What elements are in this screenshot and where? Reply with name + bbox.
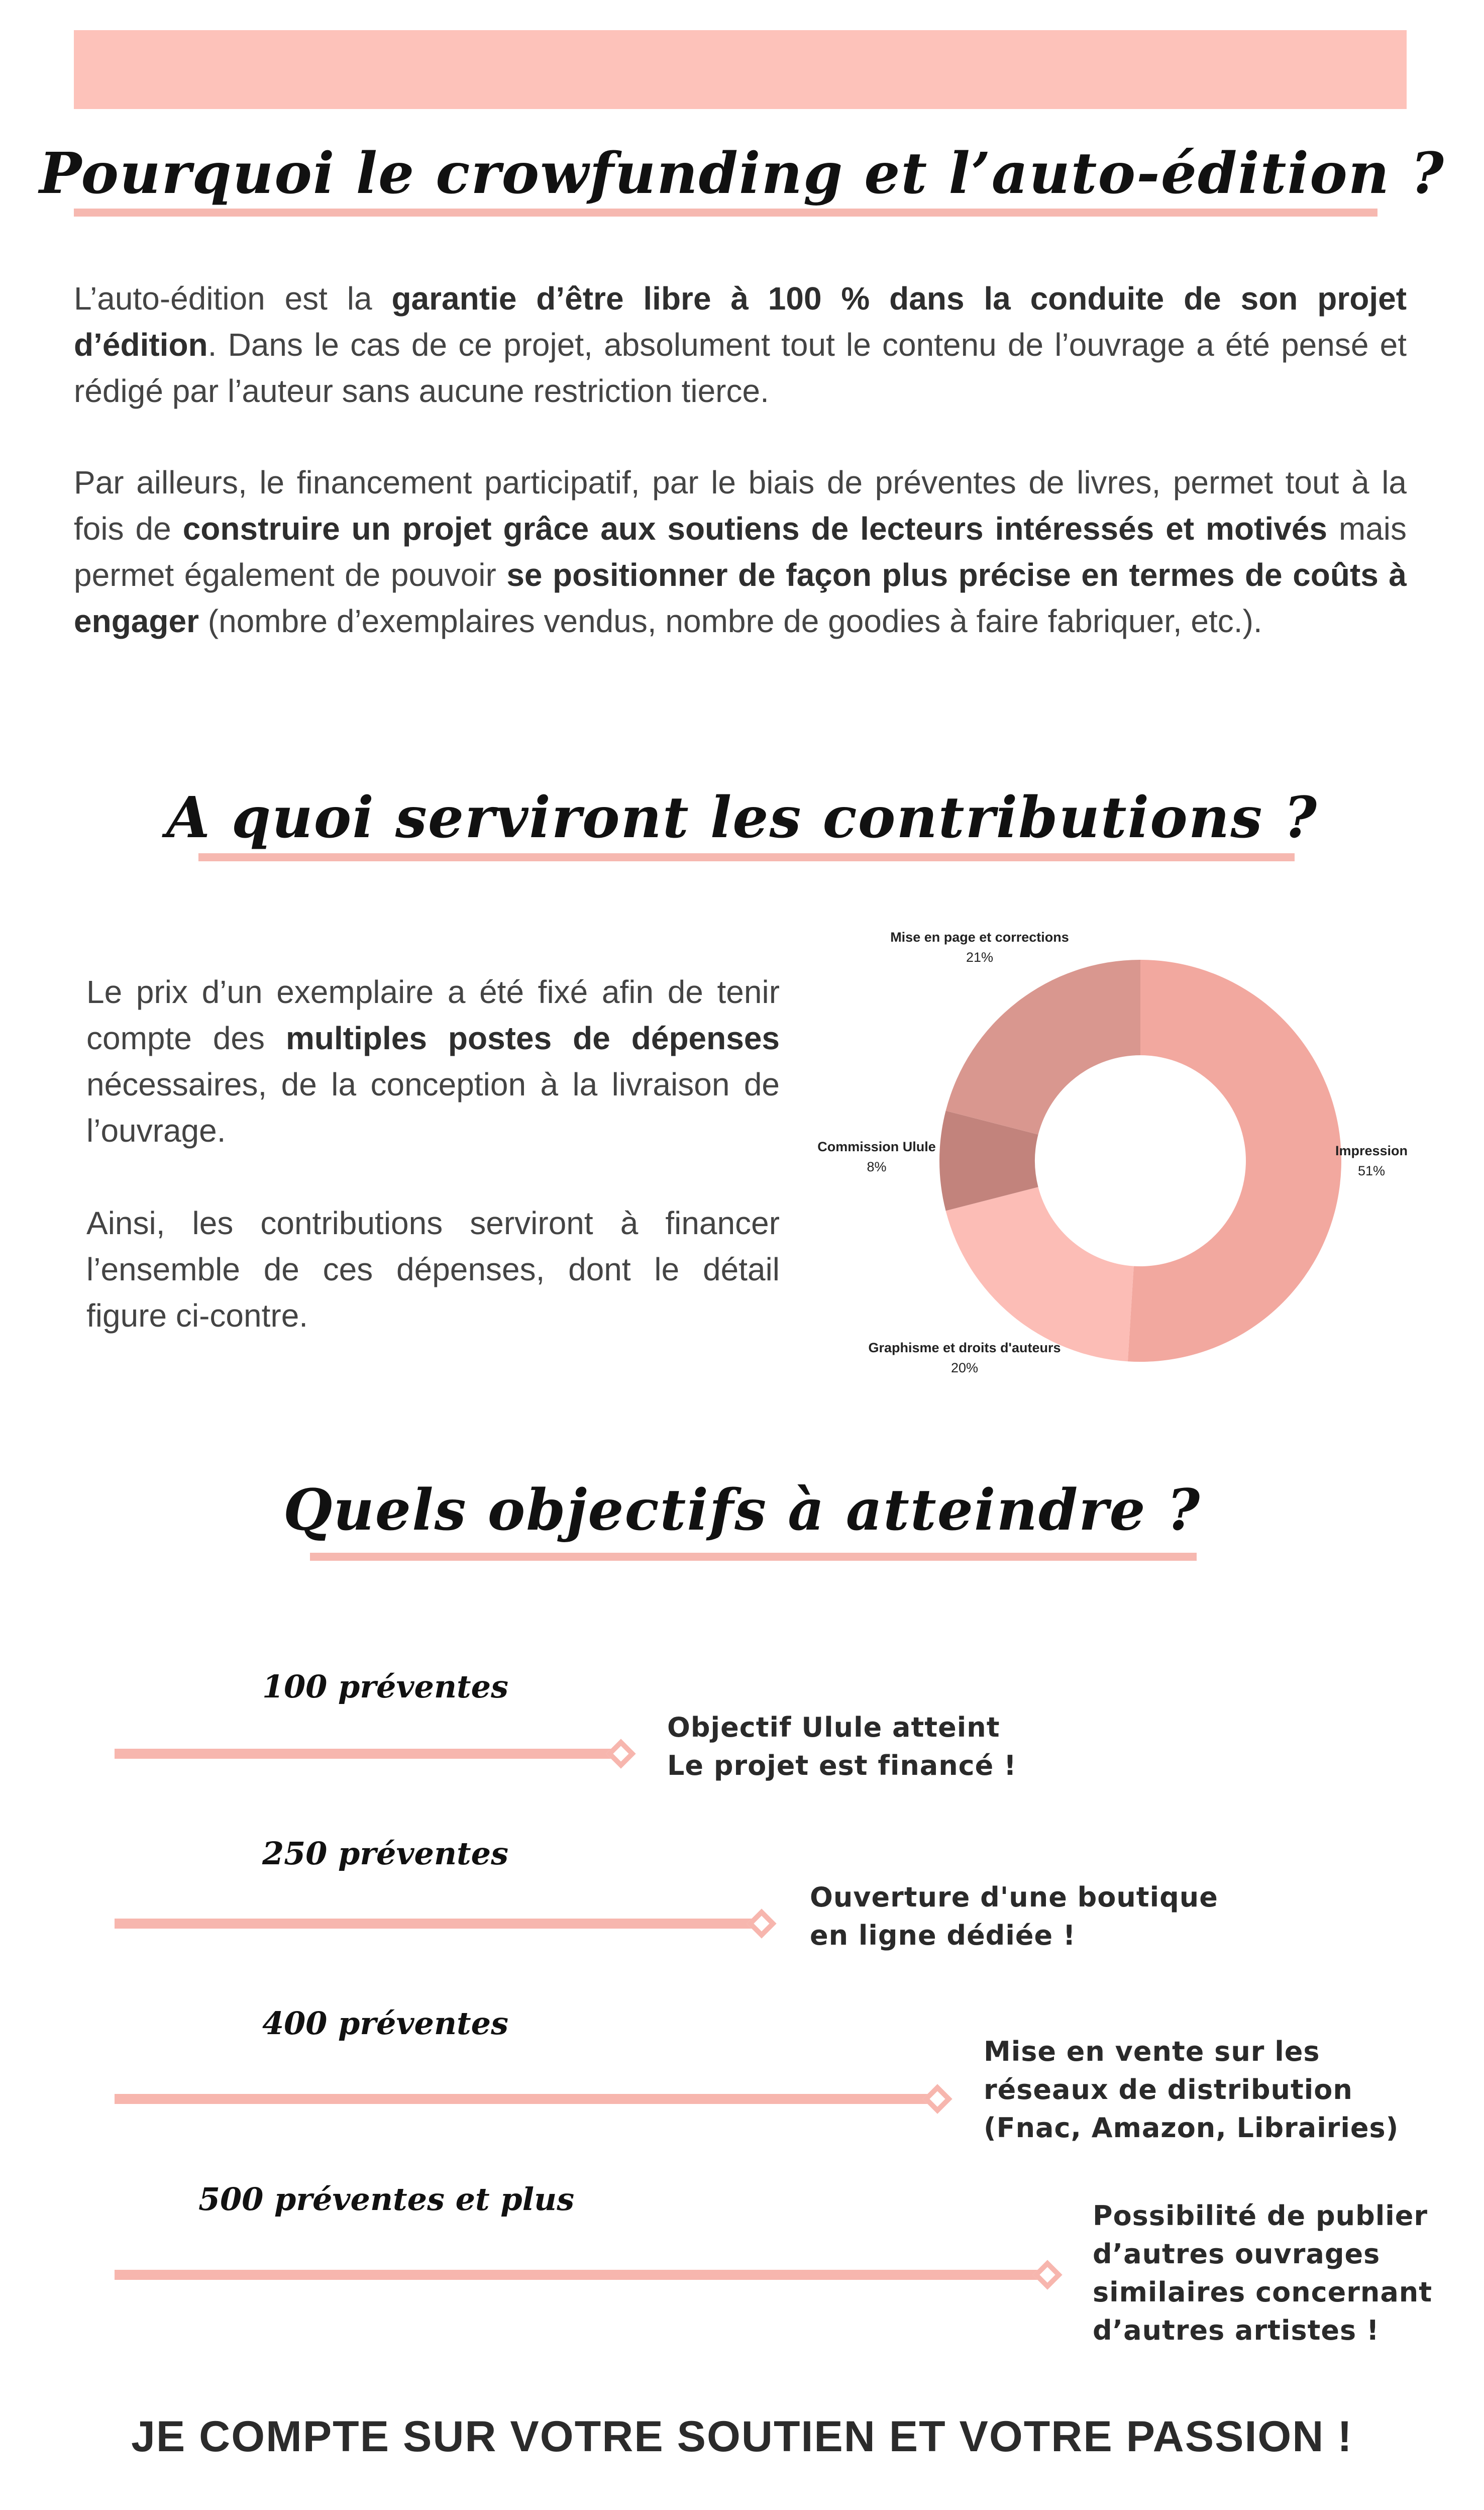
slice-name: Mise en page et corrections: [890, 930, 1069, 945]
milestone-title: 100 préventes: [262, 1668, 509, 1705]
milestone-line-text: similaires concernant: [1093, 2276, 1433, 2308]
milestone-line: [115, 2270, 1044, 2280]
slice-name: Commission Ulule: [817, 1139, 936, 1154]
slice-label-graphisme: [844, 1338, 1085, 1378]
title-underline: [198, 853, 1295, 861]
milestone-line-text: d’autres ouvrages: [1093, 2238, 1381, 2270]
milestone-marker: [606, 1739, 635, 1768]
donut-slice-3: [946, 960, 1140, 1135]
emphasis-text: construire un projet grâce aux soutiens de lecteurs intéressés et motivés: [182, 511, 1327, 547]
slice-name: Impression: [1335, 1143, 1408, 1158]
milestone-line-text: (Fnac, Amazon, Librairies): [984, 2112, 1399, 2144]
body-text: L’auto-édition est la: [74, 280, 392, 317]
contrib-paragraph-2: [86, 1200, 780, 1339]
body-text: nécessaires, de la conception à la livraison de l’ouvrage.: [86, 1066, 780, 1149]
emphasis-text: garantie d’être libre à 100 % dans la conduite de son projet d’édition: [74, 280, 1407, 363]
milestone-description: [667, 1709, 1017, 1785]
milestone-title: 400 préventes: [262, 2005, 509, 2042]
milestone-line-text: en ligne dédiée !: [810, 1920, 1076, 1951]
title-underline: [310, 1553, 1197, 1561]
body-text: . Dans le cas de ce projet, absolument tout le contenu de l’ouvrage a été pensé et rédigé par l’auteur sans aucune restriction tierce.: [74, 327, 1407, 409]
donut-slice-1: [946, 1187, 1134, 1361]
header-banner: [74, 30, 1407, 109]
milestone-line-text: Ouverture d'une boutique: [810, 1881, 1218, 1913]
footer-call-to-action: JE COMPTE SUR VOTRE SOUTIEN ET VOTRE PASSION !: [131, 2413, 1353, 2461]
body-text: Par ailleurs, le financement participatif, par le biais de préventes de livres, permet tout à la fois de: [74, 464, 1407, 547]
emphasis-text: se positionner de façon plus précise en termes de coûts à engager: [74, 557, 1407, 639]
donut-slice-0: [1128, 960, 1341, 1362]
why-paragraph-2: [74, 459, 1407, 644]
slice-label-impression: [1311, 1141, 1432, 1181]
milestone-marker: [1032, 2260, 1062, 2289]
slice-name: Graphisme et droits d'auteurs: [868, 1340, 1061, 1355]
emphasis-text: multiples postes de dépenses: [285, 1020, 780, 1056]
milestone-line-text: Objectif Ulule atteint: [667, 1712, 1000, 1743]
milestone-line: [115, 1919, 758, 1929]
milestone-line-text: Le projet est financé !: [667, 1750, 1017, 1781]
milestone-line: [115, 2094, 933, 2104]
milestone-description: [984, 2033, 1399, 2147]
title-underline: [74, 209, 1377, 217]
slice-pct: 20%: [950, 1360, 979, 1375]
body-text: mais permet également de pouvoir: [74, 511, 1407, 593]
section-title-why: Pourquoi le crowfunding et l’auto-édition ?: [39, 141, 1445, 207]
body-text: Ainsi, les contributions serviront à financer l’ensemble de ces dépenses, dont le détail figure ci-contre.: [86, 1205, 780, 1334]
slice-pct: 8%: [867, 1159, 887, 1174]
milestone-marker: [747, 1909, 776, 1938]
contrib-paragraph-1: [86, 969, 780, 1154]
milestone-marker: [922, 2084, 952, 2114]
why-paragraph-1: [74, 275, 1407, 414]
milestone-line-text: Possibilité de publier: [1093, 2200, 1428, 2232]
slice-pct: 51%: [1357, 1163, 1386, 1178]
section-title-goals: Quels objectifs à atteindre ?: [283, 1477, 1201, 1543]
milestone-description: [810, 1878, 1218, 1955]
milestone-line-text: d’autres artistes !: [1093, 2315, 1380, 2346]
milestone-line: [115, 1749, 617, 1759]
slice-pct: 21%: [966, 950, 994, 965]
milestone-description: [1093, 2197, 1432, 2350]
body-text: (nombre d’exemplaires vendus, nombre de goodies à faire fabriquer, etc.).: [198, 603, 1262, 639]
body-text: Le prix d’un exemplaire a été fixé afin de tenir compte des: [86, 974, 780, 1056]
milestone-title: 250 préventes: [262, 1835, 509, 1872]
slice-label-mise-en-page: [854, 927, 1105, 967]
section-title-contributions: A quoi serviront les contributions ?: [166, 785, 1318, 851]
milestone-title: 500 préventes et plus: [198, 2181, 575, 2218]
expense-donut-chart: [934, 955, 1346, 1367]
slice-label-commission: [784, 1137, 970, 1177]
milestone-line-text: réseaux de distribution: [984, 2074, 1353, 2105]
milestone-line-text: Mise en vente sur les: [984, 2036, 1320, 2067]
